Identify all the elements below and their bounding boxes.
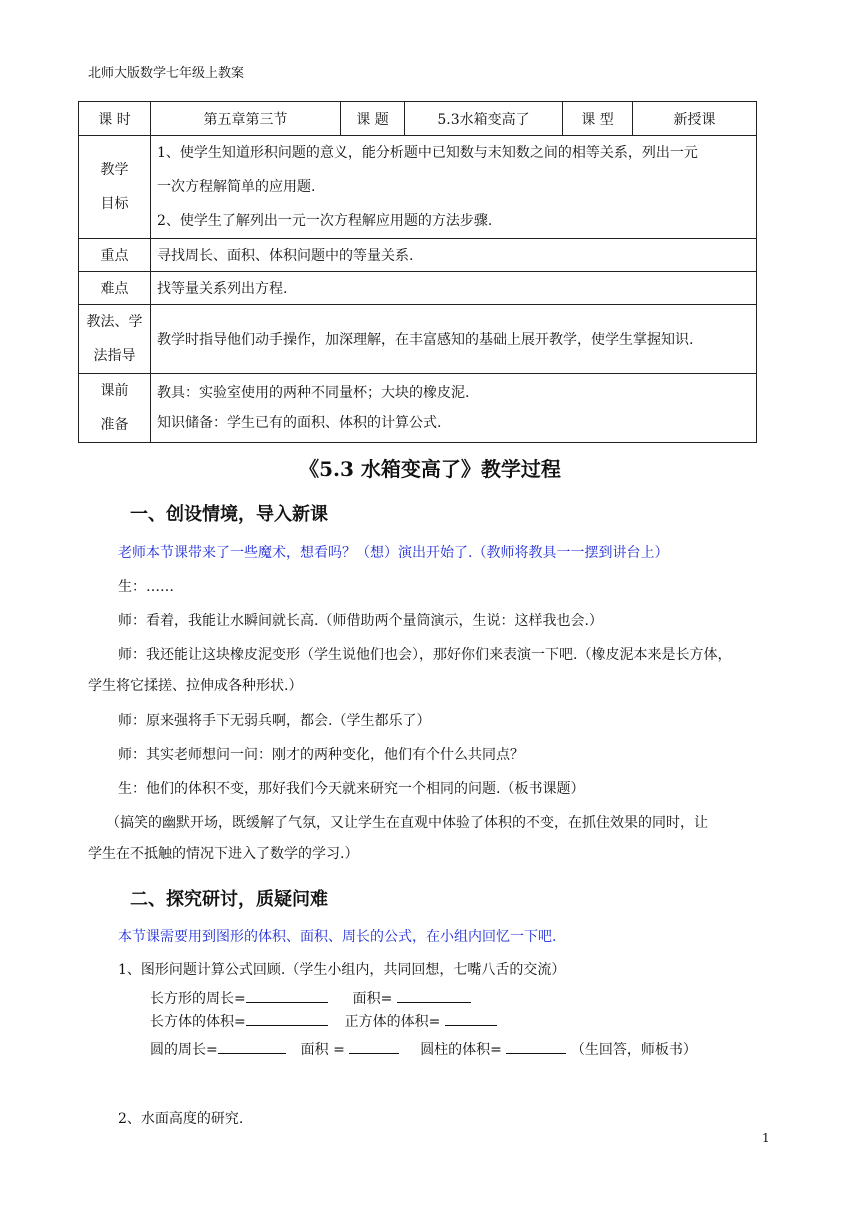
answer-blank [349, 1039, 399, 1054]
cuboid-volume-label: 长方体的体积= [150, 1014, 246, 1030]
preparation-line: 知识储备：学生已有的面积、体积的计算公式. [157, 415, 442, 431]
answer-blank [246, 988, 328, 1003]
section2-heading: 二、探究研讨，质疑问难 [130, 889, 328, 910]
answer-blank [397, 988, 471, 1003]
key-points-label: 重点 [79, 239, 151, 272]
preparation-line: 教具：实验室使用的两种不同量杯；大块的橡皮泥. [157, 385, 470, 401]
type-label: 课 型 [563, 102, 633, 136]
section1-paragraph: 师：我还能让这块橡皮泥变形（学生说他们也会），那好你们来表演一下吧.（橡皮泥本来是长方体， [118, 647, 732, 663]
topic-value: 5.3水箱变高了 [405, 102, 563, 136]
section1-paragraph: （搞笑的幽默开场，既缓解了气氛，又让学生在直观中体验了体积的不变，在抓住效果的同时，让 [106, 815, 708, 831]
preparation-label [79, 374, 151, 443]
document-title: 《5.3 水箱变高了》教学过程 [299, 457, 561, 481]
cube-volume-label: 正方体的体积= [344, 1014, 441, 1030]
section1-heading: 一、创设情境，导入新课 [130, 504, 328, 525]
preparation-label-line2: 准备 [100, 417, 129, 433]
type-value: 新授课 [633, 102, 757, 136]
section2-paragraph: 本节课需要用到图形的体积、面积、周长的公式，在小组内回忆一下吧. [118, 929, 557, 945]
section1-paragraph: 老师本节课带来了一些魔术，想看吗？（想）演出开始了.（教师将教具一一摆到讲台上） [118, 545, 669, 561]
table-row [79, 305, 757, 374]
goal-line: 2、使学生了解列出一元一次方程解应用题的方法步骤. [157, 213, 493, 229]
section1-paragraph: 学生在不抵触的情况下进入了数学的学习.） [88, 846, 359, 862]
goals-label-line1: 教学 [100, 162, 129, 178]
table-row [79, 272, 757, 305]
difficulties-value: 找等量关系列出方程. [151, 272, 757, 305]
lesson-time-value: 第五章第三节 [151, 102, 341, 136]
table-row [79, 136, 757, 239]
preparation-label-line1: 课前 [100, 383, 129, 399]
section1-paragraph: 师：其实老师想问一问：刚才的两种变化，他们有个什么共同点？ [118, 747, 524, 763]
methods-value: 教学时指导他们动手操作，加深理解，在丰富感知的基础上展开教学，使学生掌握知识. [151, 305, 757, 374]
circle-area-label: 面积 = [300, 1042, 345, 1058]
methods-label [79, 305, 151, 374]
lesson-info-table [78, 101, 757, 443]
cylinder-volume-label: 圆柱的体积= [420, 1042, 502, 1058]
formula-line [150, 1011, 497, 1031]
methods-label-line2: 法指导 [93, 348, 136, 364]
goals-value [151, 136, 757, 239]
section1-paragraph: 师：原来强将手下无弱兵啊，都会.（学生都乐了） [118, 713, 431, 729]
page-number: 1 [762, 1131, 770, 1145]
goal-line: 1、使学生知道形积问题的意义，能分析题中已知数与末知数之间的相等关系，列出一元 [157, 145, 698, 161]
topic-label: 课 题 [341, 102, 405, 136]
rect-area-label: 面积= [352, 991, 393, 1007]
section1-paragraph: 学生将它揉搓、拉伸成各种形状.） [88, 678, 303, 694]
section2-paragraph: 2、水面高度的研究. [118, 1111, 244, 1127]
table-row [79, 102, 757, 136]
difficulties-label: 难点 [79, 272, 151, 305]
section1-paragraph: 生：…… [118, 579, 174, 595]
formula-line [150, 1039, 697, 1059]
formula-line [150, 988, 471, 1008]
key-points-value: 寻找周长、面积、体积问题中的等量关系. [151, 239, 757, 272]
preparation-value [151, 374, 757, 443]
answer-blank [246, 1011, 328, 1026]
table-row [79, 239, 757, 272]
goals-label [79, 136, 151, 239]
answer-blank [506, 1039, 566, 1054]
circle-perimeter-label: 圆的周长= [150, 1042, 218, 1058]
answer-blank [445, 1011, 497, 1026]
rect-perimeter-label: 长方形的周长= [150, 991, 246, 1007]
methods-label-line1: 教法、学 [86, 314, 143, 330]
goals-label-line2: 目标 [100, 196, 129, 212]
section1-paragraph: 生：他们的体积不变，那好我们今天就来研究一个相同的问题.（板书课题） [118, 781, 585, 797]
running-header: 北师大版数学七年级上教案 [88, 66, 245, 81]
goal-line: 一次方程解简单的应用题. [157, 179, 316, 195]
table-row [79, 374, 757, 443]
section2-paragraph: 1、图形问题计算公式回顾.（学生小组内，共同回想，七嘴八舌的交流） [118, 962, 566, 978]
lesson-time-label: 课 时 [79, 102, 151, 136]
section1-paragraph: 师：看着，我能让水瞬间就长高.（师借助两个量筒演示，生说：这样我也会.） [118, 613, 603, 629]
formula-note: （生回答，师板书） [570, 1042, 697, 1058]
answer-blank [218, 1039, 286, 1054]
